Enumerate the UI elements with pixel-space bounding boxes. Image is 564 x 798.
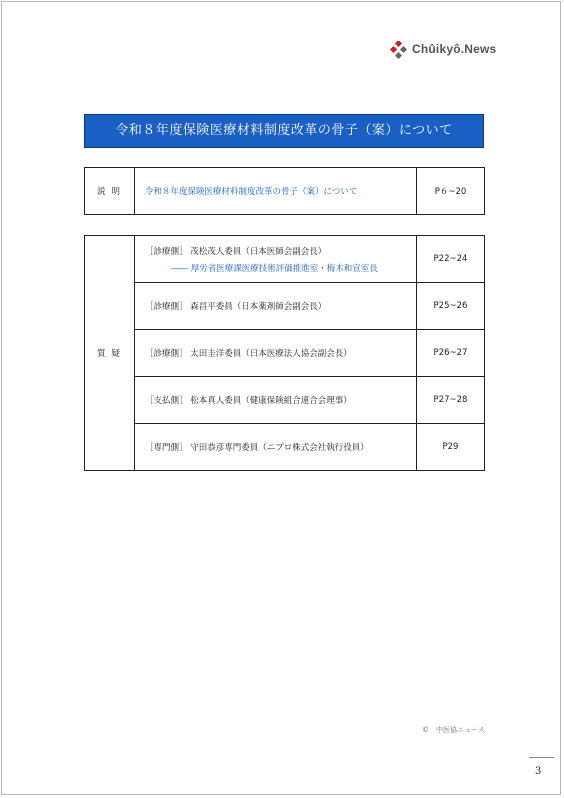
logo-text: Chûikyô.News [412, 42, 497, 56]
questions-table [84, 235, 485, 471]
explanation-content: 令和８年度保険医療材料制度改革の骨子（案）について [135, 168, 417, 215]
title-banner: 令和８年度保険医療材料制度改革の骨子（案）について [84, 114, 484, 148]
explanation-pages: P６~20 [417, 168, 485, 215]
question-sub-speaker: ―― 厚労省医療課医療技術評価推進室・梅木和宣室長 [171, 263, 378, 274]
table-row [85, 168, 485, 215]
table-row [85, 283, 485, 330]
table-row [85, 330, 485, 377]
question-speaker: ［診療側］ 森昌平委員（日本薬剤師会副会長） [135, 283, 417, 330]
question-pages: P25~26 [417, 283, 485, 330]
footer-copyright: © 中医協ニュース [422, 726, 485, 734]
footer-divider [529, 757, 554, 758]
document-page [1, 1, 561, 795]
logo-mark-icon [388, 41, 410, 61]
question-speaker: ［診療側］ 茂松茂人委員（日本医師会副会長） [145, 246, 327, 257]
question-cell [135, 236, 417, 283]
explanation-label: 説明 [85, 168, 135, 215]
table-row [85, 377, 485, 424]
question-pages: P29 [417, 424, 485, 471]
question-pages: P22~24 [417, 236, 485, 283]
questions-label: 質疑 [85, 236, 135, 471]
question-pages: P27~28 [417, 377, 485, 424]
question-speaker: ［診療側］ 太田圭洋委員（日本医療法人協会副会長） [135, 330, 417, 377]
explanation-table [84, 167, 485, 215]
table-row [85, 236, 485, 283]
question-speaker: ［専門側］ 守田恭彦専門委員（ニプロ株式会社執行役員） [135, 424, 417, 471]
page-number: 3 [535, 766, 542, 777]
table-row [85, 424, 485, 471]
question-pages: P26~27 [417, 330, 485, 377]
question-speaker: ［支払側］ 松本真人委員（健康保険組合連合会理事） [135, 377, 417, 424]
